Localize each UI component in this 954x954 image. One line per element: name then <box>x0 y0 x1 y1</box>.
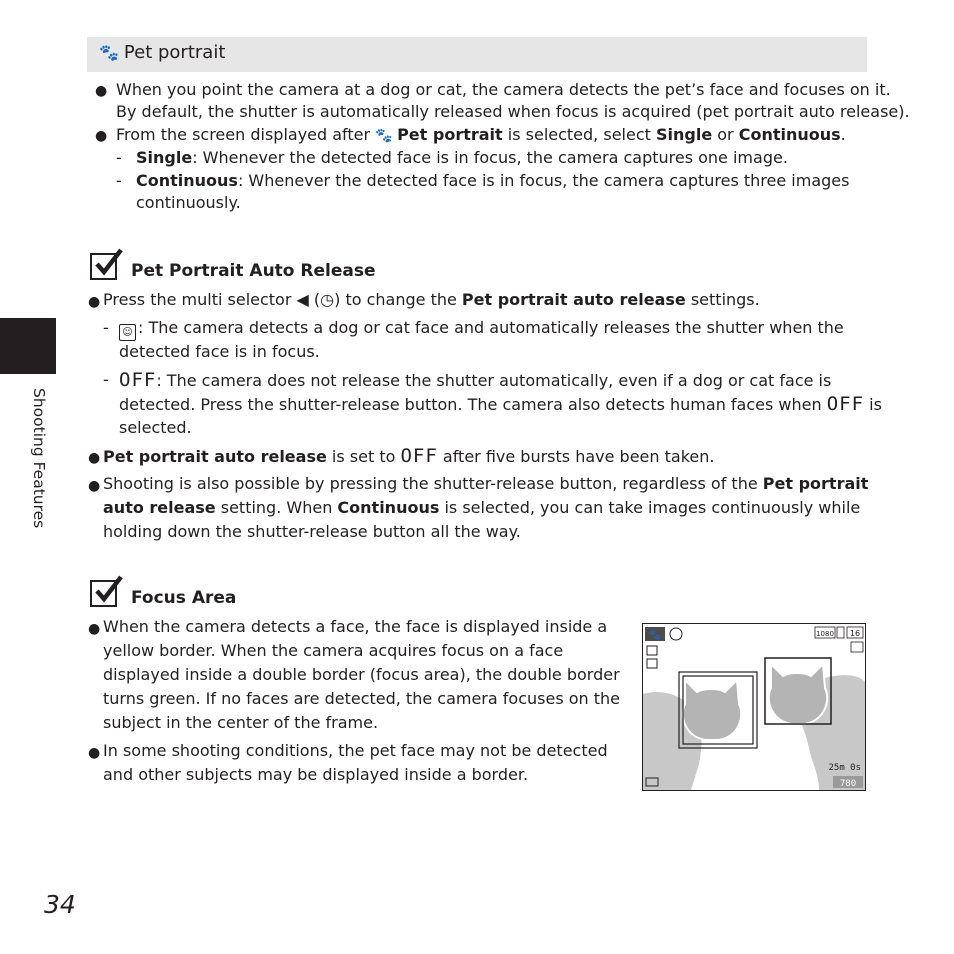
multi-selector-line: Press the multi selector ◀ (◷) to change the Pet portrait auto release settings. <box>103 290 760 309</box>
body-text: and other subjects may be displayed inside a border. <box>103 765 529 784</box>
pet-portrait-icon: 🐾 <box>375 128 398 144</box>
note-check-icon <box>90 580 117 607</box>
auto-release-on-desc: ☺ : The camera detects a dog or cat face and automatically releases the shutter when the <box>119 317 844 341</box>
monitor-scene <box>643 624 865 790</box>
body-text: detected. Press the shutter-release button. The camera also detects human faces when OFF is <box>119 393 882 415</box>
camera-monitor-illustration <box>642 623 866 791</box>
body-text: displayed inside a double border (focus area), the double border <box>103 665 620 684</box>
bullet-dot: ● <box>88 745 101 761</box>
dash: - <box>103 370 109 389</box>
off-icon: OFF <box>400 445 438 467</box>
pet-portrait-icon: 🐾 <box>99 43 119 62</box>
bullet-dot: ● <box>88 450 101 466</box>
movie-size-readout: 1080 <box>816 630 834 638</box>
section-header <box>87 37 867 72</box>
body-text: yellow border. When the camera acquires focus on a face <box>103 641 564 660</box>
body-text: holding down the shutter-release button all the way. <box>103 522 521 541</box>
body-text: auto release setting. When Continuous is selected, you can take images continuously while <box>103 498 861 517</box>
pet-auto-release-icon: ☺ <box>119 324 136 341</box>
image-size-readout: 16 <box>849 629 861 638</box>
note-title: Focus Area <box>131 588 237 608</box>
bullet-dot: ● <box>88 621 101 637</box>
continuous-desc: Continuous: Whenever the detected face is in focus, the camera captures three images <box>136 171 850 190</box>
auto-release-reset-line: Pet portrait auto release is set to OFF after five bursts have been taken. <box>103 445 715 467</box>
dash: - <box>116 171 122 190</box>
dash: - <box>103 318 109 337</box>
body-text: Shooting is also possible by pressing the shutter-release button, regardless of the Pet portrait <box>103 474 869 493</box>
off-icon: OFF <box>119 369 157 391</box>
page-number: 34 <box>44 890 76 919</box>
note-check-icon <box>90 253 117 280</box>
bullet-dot: ● <box>95 83 108 99</box>
body-text: In some shooting conditions, the pet face may not be detected <box>103 741 608 760</box>
bullet-dot: ● <box>88 478 101 494</box>
select-line: From the screen displayed after 🐾 Pet portrait is selected, select Single or Continuous. <box>116 125 846 144</box>
body-text: detected face is in focus. <box>119 342 320 361</box>
off-icon: OFF <box>826 393 865 415</box>
self-timer-icon: (◷) <box>313 290 341 309</box>
single-desc: Single: Whenever the detected face is in focus, the camera captures one image. <box>136 148 788 167</box>
chapter-tab <box>0 318 56 374</box>
time-remaining-readout: 25m 0s <box>828 763 861 773</box>
left-arrow-icon: ◀ <box>296 290 309 309</box>
section-title: Pet portrait <box>123 42 226 63</box>
body-text: selected. <box>119 418 192 437</box>
body-text: subject in the center of the frame. <box>103 713 379 732</box>
dash: - <box>116 148 122 167</box>
bullet-dot: ● <box>88 294 101 310</box>
exposures-readout: 780 <box>839 779 857 789</box>
body-text: When the camera detects a face, the face is displayed inside a <box>103 617 608 636</box>
chapter-label: Shooting Features <box>30 388 48 529</box>
body-text: When you point the camera at a dog or cat, the camera detects the pet’s face and focuses on it. <box>116 80 891 99</box>
body-text: By default, the shutter is automatically released when focus is acquired (pet portrait auto release). <box>116 102 910 121</box>
auto-release-off-desc: OFF: The camera does not release the shutter automatically, even if a dog or cat face is <box>119 369 832 391</box>
bullet-dot: ● <box>95 128 108 144</box>
body-text: turns green. If no faces are detected, the camera focuses on the <box>103 689 621 708</box>
body-text: continuously. <box>136 193 241 212</box>
note-title: Pet Portrait Auto Release <box>131 261 376 281</box>
svg-text:🐾: 🐾 <box>648 630 662 641</box>
